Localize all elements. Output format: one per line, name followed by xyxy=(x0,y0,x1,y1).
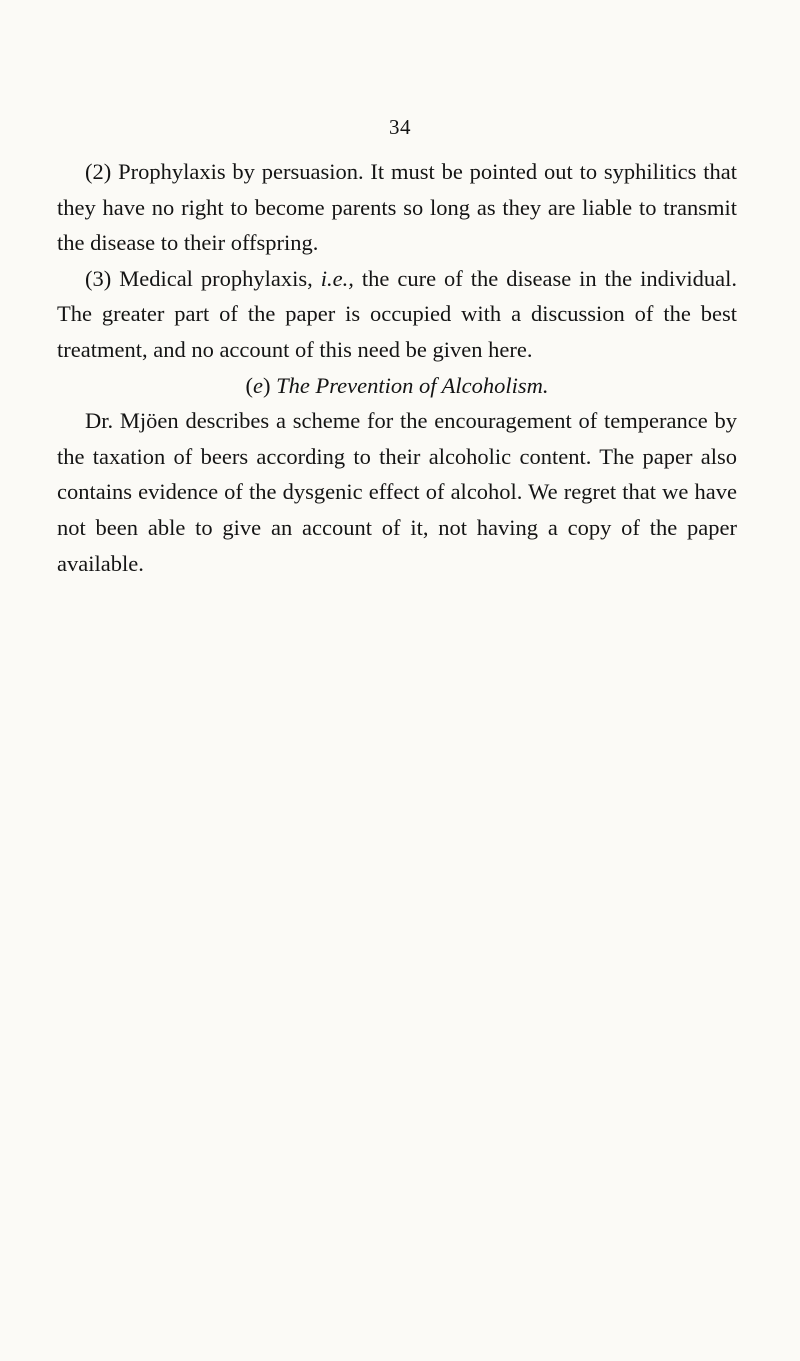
heading-paren-open: ( xyxy=(245,372,253,398)
paragraph-medical-prophylaxis-start: (3) Medical prophylaxis, xyxy=(85,265,321,291)
abbreviation-ie: i.e., xyxy=(320,265,354,291)
heading-title: The Prevention of Alcoholism. xyxy=(276,372,549,398)
paragraph-medical-prophylaxis-rest: the cure of the disease in the individual. The greater part of the paper is occupied with a discussion of the best treatment, and no account of this need be given here. xyxy=(57,265,737,362)
heading-paren-close: ) xyxy=(262,372,271,398)
heading-letter: e xyxy=(252,372,263,398)
paragraph-alcoholism: Dr. Mjöen describes a scheme for the encouragement of temperance by the taxation of beers according to their alcoholic content. The paper also contains evidence of the dysgenic effect of alcohol. We regret that we have not been able to give an account of it, not having a copy of the paper available. xyxy=(57,408,737,576)
body-text xyxy=(57,154,737,581)
section-heading xyxy=(57,368,737,404)
paragraph-prophylaxis-persuasion: (2) Prophylaxis by persuasion. It must be pointed out to syphilitics that they have no right to become parents so long as they are liable to transmit the disease to their offspring. xyxy=(57,159,737,256)
page-number: 34 xyxy=(389,115,411,139)
paragraph-medical-prophylaxis xyxy=(57,261,737,368)
